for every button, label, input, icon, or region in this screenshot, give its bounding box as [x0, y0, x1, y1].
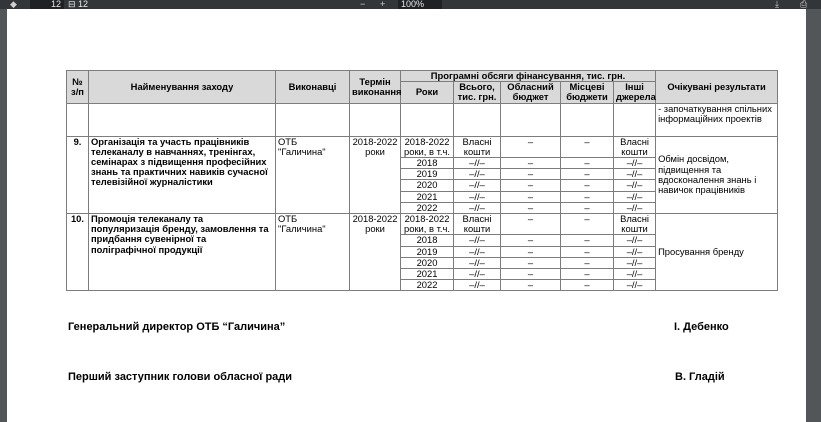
zoom-in-button[interactable]: + [380, 0, 386, 9]
year-total: –//– [454, 269, 501, 280]
year-regional: – [501, 191, 561, 202]
year-total: –//– [454, 169, 501, 180]
carry-over-result: - започаткування спільних інформаційних проектів [656, 103, 778, 136]
year-other: –//– [614, 280, 656, 291]
document-page [7, 9, 806, 422]
year-local: – [561, 269, 614, 280]
executor: ОТБ "Галичина" [276, 136, 350, 213]
year-regional: – [501, 180, 561, 191]
year-other: –//– [614, 257, 656, 268]
year-other: –//– [614, 158, 656, 169]
year-other: –//– [614, 246, 656, 257]
year-local: – [561, 246, 614, 257]
expected-result: Обмін досвідом, підвищення та вдосконалення знань і навичок працівників [656, 136, 778, 213]
header-executors: Виконавці [276, 71, 350, 104]
zoom-out-button[interactable]: − [360, 0, 366, 9]
summary-total: Власні кошти [454, 136, 501, 157]
year-other: –//– [614, 169, 656, 180]
header-regional-budget: Обласний бюджет [501, 82, 561, 103]
year-total: –//– [454, 280, 501, 291]
year-regional: – [501, 257, 561, 268]
summary-regional: – [501, 214, 561, 235]
zoom-level-select[interactable]: 100% [398, 0, 442, 9]
page-total-label: ⊟ 12 [68, 0, 89, 9]
year-other: –//– [614, 180, 656, 191]
header-expected-results: Очікувані результати [656, 71, 778, 104]
year-other: –//– [614, 235, 656, 246]
year-cell: 2020 [401, 257, 454, 268]
year-cell: 2022 [401, 202, 454, 213]
header-number: № з/п [67, 71, 89, 104]
print-icon[interactable]: ⎙ [800, 0, 808, 9]
year-regional: – [501, 169, 561, 180]
summary-regional: – [501, 136, 561, 157]
row-number: 10. [67, 214, 89, 291]
year-local: – [561, 180, 614, 191]
term: 2018-2022 роки [350, 136, 401, 213]
year-cell: 2020 [401, 180, 454, 191]
year-total: –//– [454, 158, 501, 169]
year-regional: – [501, 246, 561, 257]
year-local: – [561, 280, 614, 291]
summary-years: 2018-2022 роки, в т.ч. [401, 136, 454, 157]
page-total-value: 12 [78, 0, 89, 9]
year-total: –//– [454, 257, 501, 268]
year-total: –//– [454, 202, 501, 213]
year-other: –//– [614, 269, 656, 280]
year-other: –//– [614, 202, 656, 213]
measure-name: Промоція телеканалу та популяризація бренду, замовлення та придбання сувенірної та поліграфічної продукції [89, 214, 276, 291]
year-regional: – [501, 158, 561, 169]
summary-total: Власні кошти [454, 214, 501, 235]
summary-other: Власні кошти [614, 214, 656, 235]
year-cell: 2022 [401, 280, 454, 291]
year-total: –//– [454, 235, 501, 246]
year-local: – [561, 191, 614, 202]
pdf-toolbar [0, 0, 821, 9]
executor: ОТБ "Галичина" [276, 214, 350, 291]
year-local: – [561, 202, 614, 213]
summary-other: Власні кошти [614, 136, 656, 157]
download-icon[interactable]: ⤓ [775, 0, 779, 9]
deputy-head-name: В. Гладій [675, 371, 725, 383]
year-local: – [561, 235, 614, 246]
header-other-sources: Інші джерела [614, 82, 656, 103]
year-cell: 2018 [401, 235, 454, 246]
year-regional: – [501, 269, 561, 280]
year-local: – [561, 257, 614, 268]
previous-page-icon[interactable]: ◆ [10, 0, 17, 9]
deputy-head-position: Перший заступник голови обласної ради [68, 371, 293, 383]
year-total: –//– [454, 180, 501, 191]
summary-local: – [561, 136, 614, 157]
page-number-input[interactable]: 12 [30, 0, 64, 9]
measure-name: Організація та участь працівників телеканалу в навчаннях, тренінгах, семінарах з підвищення професійних знань та практичних навиків сучасної телевізійної журналістики [89, 136, 276, 213]
header-local-budgets: Місцеві бюджети [561, 82, 614, 103]
year-local: – [561, 169, 614, 180]
director-position: Генеральний директор ОТБ “Галичина” [68, 321, 286, 333]
carry-over-row [67, 103, 778, 136]
year-other: –//– [614, 191, 656, 202]
header-measure-name: Найменування заходу [89, 71, 276, 104]
header-total: Всього, тис. грн. [454, 82, 501, 103]
year-cell: 2018 [401, 158, 454, 169]
row-number: 9. [67, 136, 89, 213]
year-regional: – [501, 202, 561, 213]
term: 2018-2022 роки [350, 214, 401, 291]
year-cell: 2019 [401, 169, 454, 180]
table-row [67, 214, 778, 235]
funding-table [66, 70, 778, 291]
table-row [67, 136, 778, 157]
director-name: І. Дебенко [674, 321, 729, 333]
year-cell: 2019 [401, 246, 454, 257]
header-years: Роки [401, 82, 454, 103]
year-cell: 2021 [401, 269, 454, 280]
header-funding: Програмні обсяги фінансування, тис. грн. [401, 71, 656, 82]
year-total: –//– [454, 191, 501, 202]
year-total: –//– [454, 246, 501, 257]
year-cell: 2021 [401, 191, 454, 202]
header-term: Термін виконання [350, 71, 401, 104]
year-regional: – [501, 235, 561, 246]
summary-local: – [561, 214, 614, 235]
year-regional: – [501, 280, 561, 291]
expected-result: Просування бренду [656, 214, 778, 291]
year-local: – [561, 158, 614, 169]
summary-years: 2018-2022 роки, в т.ч. [401, 214, 454, 235]
